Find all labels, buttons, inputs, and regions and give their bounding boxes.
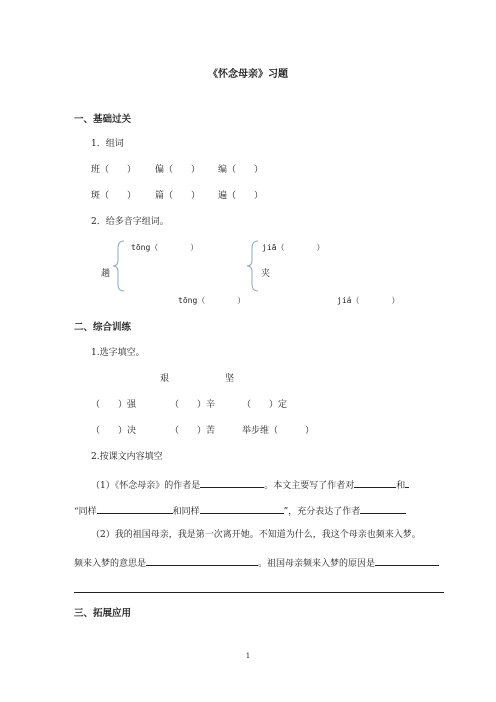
section-heading-extension: 三、拓展应用 [74,608,132,619]
fill-item: 举步维（ ） [242,426,315,436]
choice-char: 艰 [160,374,170,384]
word-item: 编（ ） [218,165,264,175]
answer-blank[interactable] [97,505,173,514]
word-item: 遍（ ） [218,191,264,201]
answer-line[interactable] [74,592,444,593]
paragraph-line: （2）我的祖国母亲，我是第一次离开她。不知道为什么，我这个母亲也频来入梦。 [91,530,421,540]
word-item: 班（ ） [91,165,137,175]
paragraph-line: 频来入梦的意思是 。祖国母亲频来入梦的原因是 [74,557,439,569]
paragraph-line: “同样 和同样 ”，充分表达了作者 [74,505,406,517]
question-1-label: 1．组词 [91,139,124,149]
word-item: 偏（ ） [155,165,201,175]
paragraph-line: （1）《怀念母亲》的作者是 。本文主要写了作者对 和 [91,479,409,491]
fill-item: （ ）辛 [170,400,216,410]
answer-blank[interactable] [354,479,396,488]
left-brace-icon [112,240,126,292]
answer-blank[interactable] [375,557,439,566]
question-1-label: 1.选字填空。 [91,348,145,358]
fill-item: （ ）决 [91,426,137,436]
answer-blank[interactable] [146,557,258,566]
pinyin-tong-bottom: tōng（ ） [178,296,246,305]
polyphone-char: 夹 [261,269,271,279]
pinyin-tong-top: tōng（ ） [131,243,199,252]
answer-blank[interactable] [360,505,406,514]
question-2-label: 2．给多音字组词。 [91,217,169,227]
fill-item: （ ）强 [91,400,137,410]
fill-item: （ ）定 [242,400,288,410]
section-heading-practice: 二、综合训练 [74,322,132,333]
left-brace-icon [246,240,260,292]
answer-blank[interactable] [405,479,409,488]
fill-item: （ ）苦 [170,426,216,436]
pinyin-jia-bottom: jiá（ ） [337,296,400,305]
polyphone-char: 趟 [101,269,111,279]
pinyin-jia-top: jiā（ ） [262,243,325,252]
word-item: 斑（ ） [91,191,137,201]
answer-blank[interactable] [200,505,284,514]
word-item: 篇（ ） [155,191,201,201]
page-title: 《怀念母亲》习题 [208,69,288,80]
answer-blank[interactable] [200,479,264,488]
choice-char: 坚 [225,374,235,384]
section-heading-basics: 一、基础过关 [74,114,132,125]
question-2-label: 2.按课文内容填空 [91,452,163,462]
page-number: 1 [245,652,251,660]
